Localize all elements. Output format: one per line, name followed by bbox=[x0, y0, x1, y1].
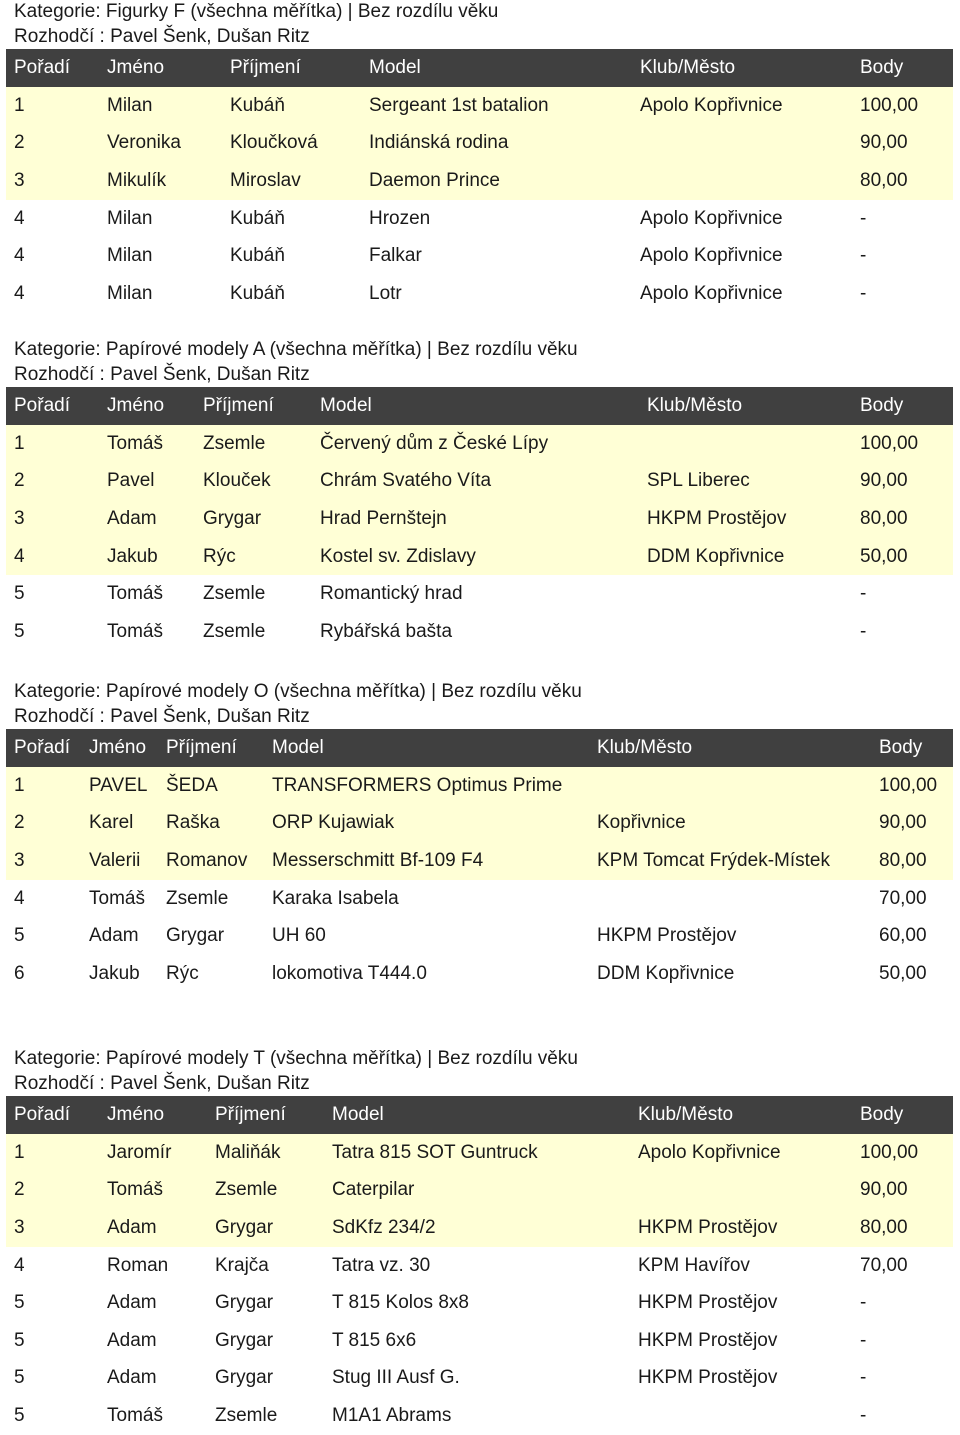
cell-first-name: Adam bbox=[107, 507, 157, 529]
cell-first-name: Mikulík bbox=[107, 169, 167, 191]
cell-points: 50,00 bbox=[860, 545, 908, 567]
cell-model: UH 60 bbox=[272, 925, 326, 947]
cell-first-name: Milan bbox=[107, 282, 153, 304]
header-rank: Pořadí bbox=[14, 737, 70, 758]
cell-last-name: Miroslav bbox=[230, 169, 301, 191]
cell-first-name: Adam bbox=[89, 925, 139, 947]
cell-last-name: ŠEDA bbox=[166, 774, 218, 796]
cell-model: Messerschmitt Bf-109 F4 bbox=[272, 849, 484, 871]
cell-first-name: Pavel bbox=[107, 470, 155, 492]
table-row bbox=[6, 125, 953, 163]
header-last-name: Příjmení bbox=[215, 1104, 286, 1125]
cell-points: - bbox=[860, 1367, 867, 1389]
judges-line: Rozhodčí : Pavel Šenk, Dušan Ritz bbox=[14, 1073, 310, 1094]
results-table bbox=[6, 49, 953, 313]
cell-club: HKPM Prostějov bbox=[597, 925, 737, 947]
cell-model: T 815 Kolos 8x8 bbox=[332, 1292, 469, 1314]
cell-first-name: Roman bbox=[107, 1254, 169, 1276]
cell-rank: 2 bbox=[14, 812, 25, 834]
cell-points: 80,00 bbox=[860, 1216, 908, 1238]
table-header bbox=[6, 729, 953, 767]
cell-model: Kostel sv. Zdislavy bbox=[320, 545, 476, 567]
table-row bbox=[6, 1360, 953, 1398]
table-row bbox=[6, 1397, 953, 1435]
cell-first-name: Adam bbox=[107, 1367, 157, 1389]
header-last-name: Příjmení bbox=[166, 737, 237, 758]
cell-club: SPL Liberec bbox=[647, 470, 750, 492]
cell-first-name: Adam bbox=[107, 1216, 157, 1238]
cell-rank: 4 bbox=[14, 245, 25, 267]
cell-first-name: Milan bbox=[107, 245, 153, 267]
cell-club: HKPM Prostějov bbox=[638, 1216, 778, 1238]
cell-last-name: Kubáň bbox=[230, 282, 285, 304]
table-row bbox=[6, 538, 953, 576]
header-club: Klub/Město bbox=[638, 1104, 734, 1125]
results-table bbox=[6, 729, 953, 993]
cell-last-name: Rýc bbox=[166, 962, 199, 984]
header-first-name: Jméno bbox=[89, 737, 147, 758]
cell-rank: 2 bbox=[14, 1179, 25, 1201]
table-row bbox=[6, 955, 953, 993]
cell-points: - bbox=[860, 245, 867, 267]
cell-rank: 5 bbox=[14, 1404, 25, 1426]
table-row bbox=[6, 575, 953, 613]
table-row bbox=[6, 1247, 953, 1285]
cell-model: M1A1 Abrams bbox=[332, 1404, 452, 1426]
table-row bbox=[6, 275, 953, 313]
cell-last-name: Zsemle bbox=[203, 620, 266, 642]
cell-first-name: Jakub bbox=[89, 962, 140, 984]
cell-last-name: Romanov bbox=[166, 849, 248, 871]
cell-last-name: Zsemle bbox=[203, 583, 266, 605]
cell-first-name: Milan bbox=[107, 207, 153, 229]
cell-points: - bbox=[860, 207, 867, 229]
cell-model: Stug III Ausf G. bbox=[332, 1367, 460, 1389]
cell-rank: 2 bbox=[14, 470, 25, 492]
cell-last-name: Grygar bbox=[166, 925, 225, 947]
cell-first-name: Tomáš bbox=[107, 583, 163, 605]
table-row bbox=[6, 880, 953, 918]
cell-model: TRANSFORMERS Optimus Prime bbox=[272, 774, 563, 796]
cell-points: 90,00 bbox=[879, 812, 927, 834]
cell-points: 90,00 bbox=[860, 470, 908, 492]
cell-model: Caterpilar bbox=[332, 1179, 415, 1201]
cell-first-name: Jakub bbox=[107, 545, 158, 567]
cell-rank: 5 bbox=[14, 925, 25, 947]
cell-first-name: Tomáš bbox=[89, 887, 145, 909]
cell-rank: 4 bbox=[14, 545, 25, 567]
header-first-name: Jméno bbox=[107, 395, 165, 416]
cell-last-name: Rýc bbox=[203, 545, 236, 567]
cell-rank: 1 bbox=[14, 94, 25, 116]
table-header bbox=[6, 387, 953, 425]
results-table bbox=[6, 1096, 953, 1435]
cell-points: - bbox=[860, 1329, 867, 1351]
cell-club: HKPM Prostějov bbox=[647, 507, 787, 529]
table-row bbox=[6, 500, 953, 538]
cell-last-name: Zsemle bbox=[203, 432, 266, 454]
cell-last-name: Klouček bbox=[203, 470, 271, 492]
cell-last-name: Raška bbox=[166, 812, 220, 834]
cell-rank: 1 bbox=[14, 432, 25, 454]
header-rank: Pořadí bbox=[14, 395, 70, 416]
header-last-name: Příjmení bbox=[203, 395, 274, 416]
cell-first-name: Milan bbox=[107, 94, 153, 116]
table-row bbox=[6, 1172, 953, 1210]
cell-points: - bbox=[860, 620, 867, 642]
cell-rank: 1 bbox=[14, 1141, 25, 1163]
cell-model: Červený dům z České Lípy bbox=[320, 432, 549, 454]
table-row bbox=[6, 1209, 953, 1247]
cell-points: - bbox=[860, 1404, 867, 1426]
cell-model: Hrozen bbox=[369, 207, 431, 229]
header-rank: Pořadí bbox=[14, 1104, 70, 1125]
cell-model: Chrám Svatého Víta bbox=[320, 470, 492, 492]
category-title: Kategorie: Papírové modely T (všechna měřítka) | Bez rozdílu věku bbox=[14, 1048, 578, 1069]
cell-model: Lotr bbox=[369, 282, 402, 304]
cell-club: KPM Havířov bbox=[638, 1254, 750, 1276]
cell-rank: 5 bbox=[14, 1292, 25, 1314]
cell-model: SdKfz 234/2 bbox=[332, 1216, 436, 1238]
header-club: Klub/Město bbox=[597, 737, 693, 758]
header-model: Model bbox=[272, 737, 324, 758]
cell-points: - bbox=[860, 583, 867, 605]
cell-points: 70,00 bbox=[879, 887, 927, 909]
category-title: Kategorie: Papírové modely O (všechna měřítka) | Bez rozdílu věku bbox=[14, 681, 582, 702]
cell-points: 80,00 bbox=[860, 507, 908, 529]
cell-club: Apolo Kopřivnice bbox=[640, 282, 783, 304]
table-header bbox=[6, 49, 953, 87]
table-row bbox=[6, 463, 953, 501]
table-row bbox=[6, 200, 953, 238]
cell-model: lokomotiva T444.0 bbox=[272, 962, 427, 984]
cell-club: HKPM Prostějov bbox=[638, 1367, 778, 1389]
cell-model: Karaka Isabela bbox=[272, 887, 399, 909]
table-row bbox=[6, 917, 953, 955]
table-row bbox=[6, 237, 953, 275]
cell-first-name: Tomáš bbox=[107, 432, 163, 454]
cell-last-name: Grygar bbox=[203, 507, 262, 529]
cell-model: Falkar bbox=[369, 245, 422, 267]
header-club: Klub/Město bbox=[647, 395, 743, 416]
judges-line: Rozhodčí : Pavel Šenk, Dušan Ritz bbox=[14, 26, 310, 47]
table-row bbox=[6, 425, 953, 463]
header-points: Body bbox=[860, 57, 904, 78]
cell-last-name: Zsemle bbox=[215, 1404, 278, 1426]
cell-points: 70,00 bbox=[860, 1254, 908, 1276]
cell-rank: 5 bbox=[14, 1329, 25, 1351]
cell-club: Apolo Kopřivnice bbox=[638, 1141, 781, 1163]
cell-rank: 3 bbox=[14, 849, 25, 871]
cell-points: - bbox=[860, 1292, 867, 1314]
cell-points: 100,00 bbox=[860, 432, 919, 454]
cell-points: 100,00 bbox=[879, 774, 938, 796]
cell-last-name: Kloučková bbox=[230, 132, 318, 154]
cell-first-name: Veronika bbox=[107, 132, 181, 154]
cell-points: 90,00 bbox=[860, 1179, 908, 1201]
cell-first-name: Tomáš bbox=[107, 1179, 163, 1201]
cell-points: 80,00 bbox=[879, 849, 927, 871]
table-header bbox=[6, 1096, 953, 1134]
cell-model: Tatra vz. 30 bbox=[332, 1254, 431, 1276]
cell-model: Tatra 815 SOT Guntruck bbox=[332, 1141, 538, 1163]
cell-rank: 5 bbox=[14, 583, 25, 605]
judges-line: Rozhodčí : Pavel Šenk, Dušan Ritz bbox=[14, 364, 310, 385]
cell-last-name: Zsemle bbox=[166, 887, 229, 909]
header-points: Body bbox=[860, 395, 904, 416]
cell-club: Kopřivnice bbox=[597, 812, 686, 834]
cell-club: Apolo Kopřivnice bbox=[640, 207, 783, 229]
table-row bbox=[6, 767, 953, 805]
cell-club: KPM Tomcat Frýdek-Místek bbox=[597, 849, 830, 871]
cell-club: Apolo Kopřivnice bbox=[640, 94, 783, 116]
cell-rank: 1 bbox=[14, 774, 25, 796]
cell-first-name: Tomáš bbox=[107, 620, 163, 642]
results-table bbox=[6, 387, 953, 651]
cell-rank: 4 bbox=[14, 1254, 25, 1276]
cell-first-name: PAVEL bbox=[89, 774, 148, 796]
cell-club: HKPM Prostějov bbox=[638, 1292, 778, 1314]
cell-points: - bbox=[860, 282, 867, 304]
header-model: Model bbox=[369, 57, 421, 78]
cell-rank: 4 bbox=[14, 207, 25, 229]
cell-last-name: Kubáň bbox=[230, 207, 285, 229]
table-row bbox=[6, 842, 953, 880]
header-points: Body bbox=[860, 1104, 904, 1125]
cell-rank: 3 bbox=[14, 1216, 25, 1238]
cell-rank: 4 bbox=[14, 282, 25, 304]
cell-first-name: Jaromír bbox=[107, 1141, 172, 1163]
cell-last-name: Kubáň bbox=[230, 94, 285, 116]
cell-club: HKPM Prostějov bbox=[638, 1329, 778, 1351]
cell-model: Indiánská rodina bbox=[369, 132, 509, 154]
table-row bbox=[6, 1134, 953, 1172]
header-last-name: Příjmení bbox=[230, 57, 301, 78]
cell-club: DDM Kopřivnice bbox=[597, 962, 735, 984]
cell-points: 100,00 bbox=[860, 1141, 919, 1163]
cell-points: 90,00 bbox=[860, 132, 908, 154]
cell-rank: 5 bbox=[14, 1367, 25, 1389]
cell-last-name: Grygar bbox=[215, 1329, 274, 1351]
cell-first-name: Valerii bbox=[89, 849, 141, 871]
cell-model: Hrad Pernštejn bbox=[320, 507, 447, 529]
cell-club: DDM Kopřivnice bbox=[647, 545, 785, 567]
header-model: Model bbox=[320, 395, 372, 416]
header-points: Body bbox=[879, 737, 923, 758]
cell-points: 60,00 bbox=[879, 925, 927, 947]
header-first-name: Jméno bbox=[107, 57, 165, 78]
header-first-name: Jméno bbox=[107, 1104, 165, 1125]
cell-rank: 3 bbox=[14, 169, 25, 191]
cell-last-name: Grygar bbox=[215, 1367, 274, 1389]
cell-rank: 3 bbox=[14, 507, 25, 529]
cell-model: Daemon Prince bbox=[369, 169, 500, 191]
table-row bbox=[6, 162, 953, 200]
table-row bbox=[6, 613, 953, 651]
cell-last-name: Krajča bbox=[215, 1254, 269, 1276]
table-row bbox=[6, 1322, 953, 1360]
cell-first-name: Tomáš bbox=[107, 1404, 163, 1426]
cell-rank: 2 bbox=[14, 132, 25, 154]
cell-first-name: Karel bbox=[89, 812, 134, 834]
cell-model: Romantický hrad bbox=[320, 583, 463, 605]
cell-first-name: Adam bbox=[107, 1329, 157, 1351]
category-title: Kategorie: Figurky F (všechna měřítka) | Bez rozdílu věku bbox=[14, 1, 499, 22]
header-rank: Pořadí bbox=[14, 57, 70, 78]
cell-model: T 815 6x6 bbox=[332, 1329, 417, 1351]
cell-last-name: Kubáň bbox=[230, 245, 285, 267]
cell-last-name: Maliňák bbox=[215, 1141, 281, 1163]
cell-rank: 6 bbox=[14, 962, 25, 984]
cell-last-name: Zsemle bbox=[215, 1179, 278, 1201]
category-title: Kategorie: Papírové modely A (všechna měřítka) | Bez rozdílu věku bbox=[14, 339, 578, 360]
cell-points: 80,00 bbox=[860, 169, 908, 191]
cell-points: 50,00 bbox=[879, 962, 927, 984]
judges-line: Rozhodčí : Pavel Šenk, Dušan Ritz bbox=[14, 706, 310, 727]
cell-points: 100,00 bbox=[860, 94, 919, 116]
table-row bbox=[6, 1284, 953, 1322]
header-club: Klub/Město bbox=[640, 57, 736, 78]
table-row bbox=[6, 87, 953, 125]
cell-last-name: Grygar bbox=[215, 1216, 274, 1238]
cell-model: Rybářská bašta bbox=[320, 620, 453, 642]
table-row bbox=[6, 805, 953, 843]
cell-model: ORP Kujawiak bbox=[272, 812, 395, 834]
cell-club: Apolo Kopřivnice bbox=[640, 245, 783, 267]
header-model: Model bbox=[332, 1104, 384, 1125]
cell-first-name: Adam bbox=[107, 1292, 157, 1314]
cell-rank: 5 bbox=[14, 620, 25, 642]
cell-rank: 4 bbox=[14, 887, 25, 909]
cell-model: Sergeant 1st batalion bbox=[369, 94, 549, 116]
cell-last-name: Grygar bbox=[215, 1292, 274, 1314]
